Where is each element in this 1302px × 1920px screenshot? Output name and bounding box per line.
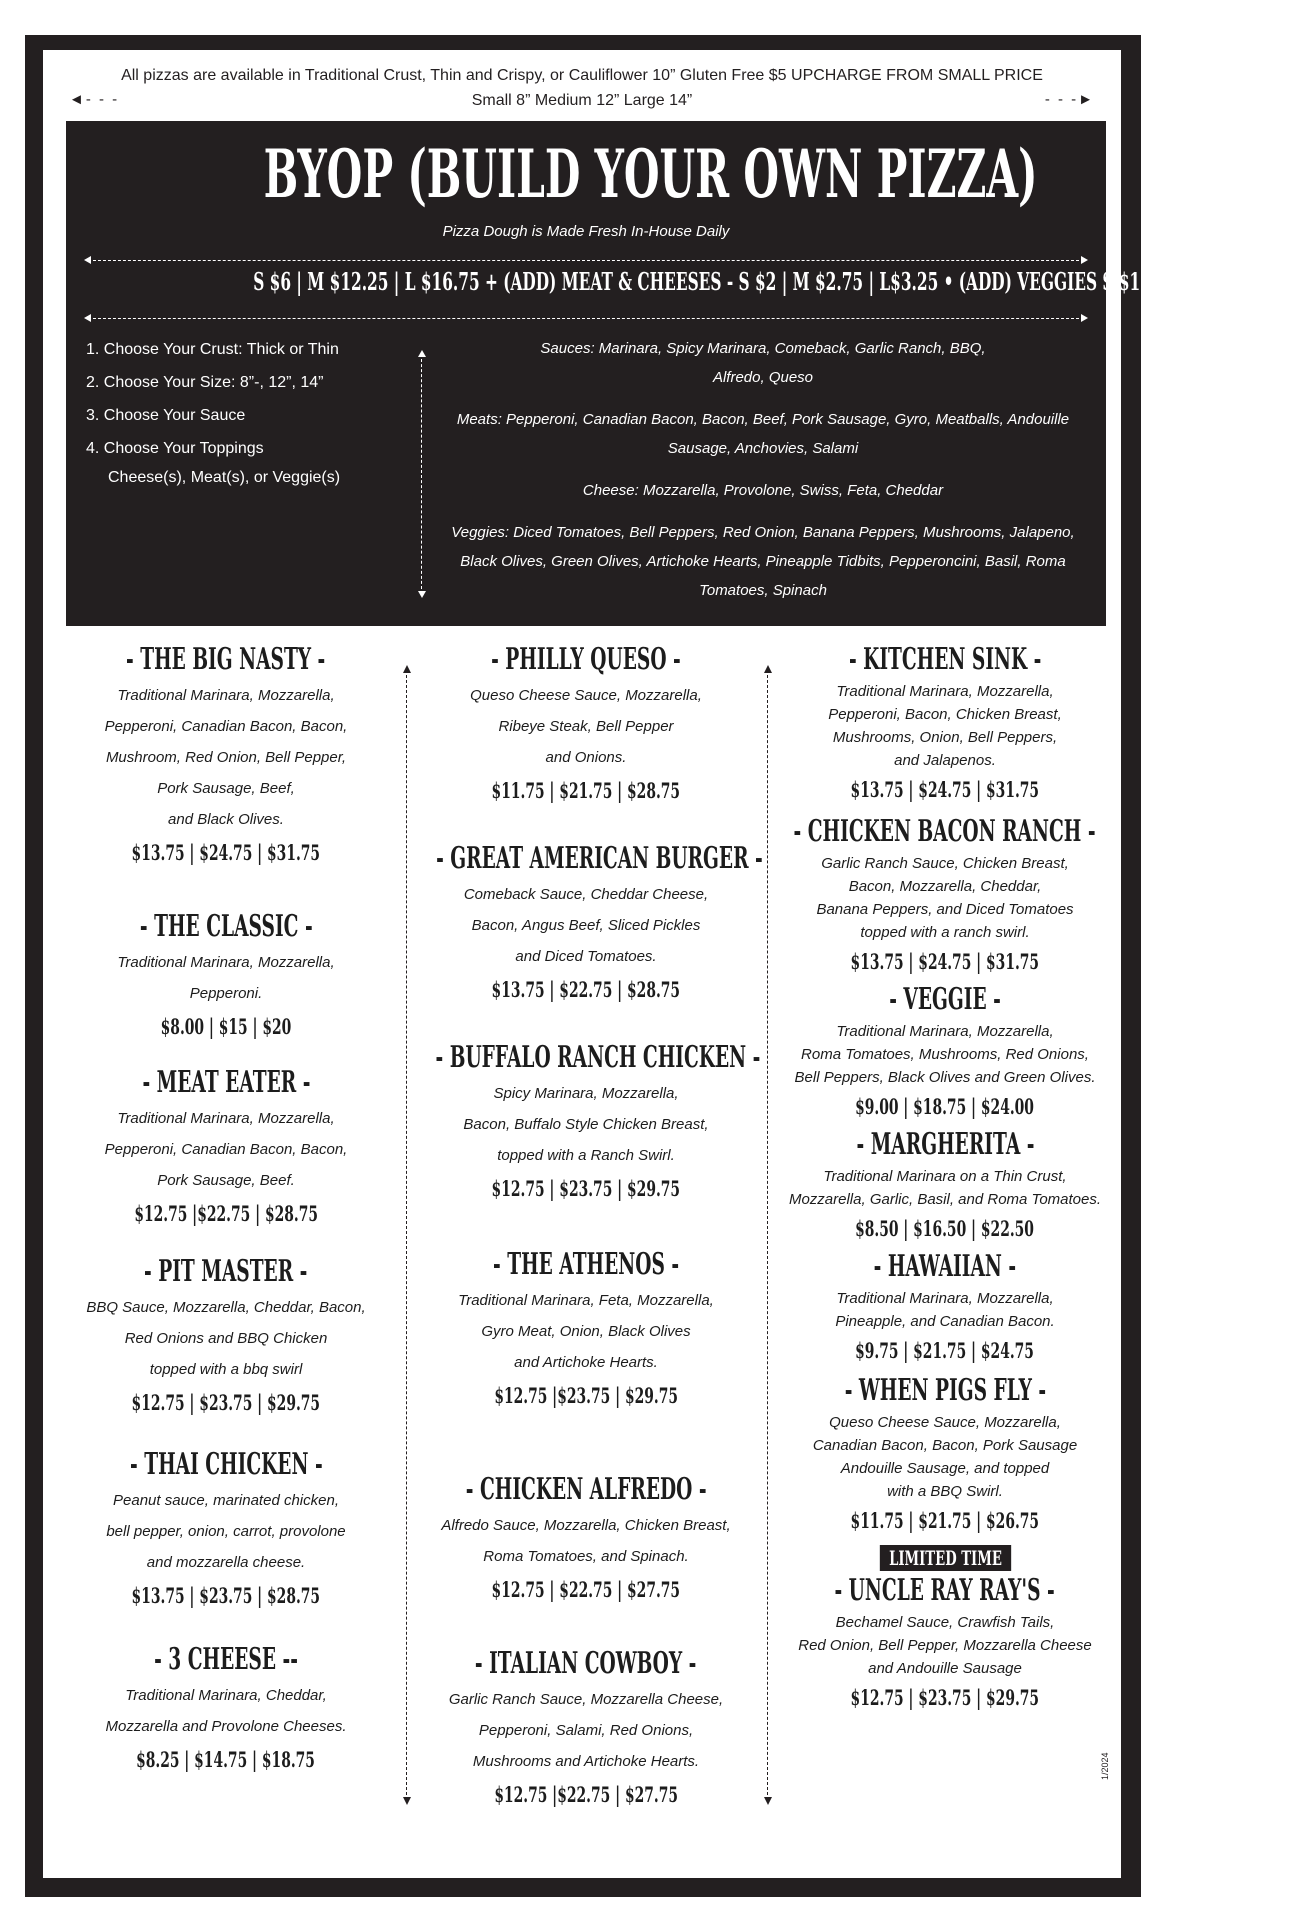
desc-line: Traditional Marinara, Feta, Mozzarella,: [458, 1292, 714, 1309]
pizza-description: [770, 1020, 1120, 1089]
desc-line: topped with a Ranch Swirl.: [497, 1147, 675, 1164]
desc-line: Traditional Marinara, Mozzarella,: [117, 954, 335, 971]
pizza-description: [416, 680, 756, 773]
pizza-price: $8.00 | $15 | $20: [160, 1014, 292, 1039]
vertical-double-arrow-icon: [406, 670, 407, 1800]
desc-line: Bacon, Mozzarella, Cheddar,: [848, 878, 1042, 895]
pizza-name: - BUFFALO RANCH CHICKEN -: [435, 1040, 761, 1075]
pizza-description: [56, 1680, 396, 1742]
cheese-list: Cheese: Mozzarella, Provolone, Swiss, Feta, Cheddar: [582, 482, 944, 499]
desc-line: bell pepper, onion, carrot, provolone: [106, 1523, 346, 1540]
menu-column-3: [770, 640, 1120, 1716]
crust-size-note: [43, 50, 1121, 120]
pizza-description: [770, 1411, 1120, 1503]
desc-line: Andouille Sausage, and topped: [840, 1460, 1050, 1477]
desc-line: and Andouille Sausage: [868, 1660, 1022, 1677]
pizza-price: $8.50 | $16.50 | $22.50: [855, 1216, 1035, 1241]
desc-line: Mushrooms, Onion, Bell Peppers,: [832, 729, 1058, 746]
desc-line: Gyro Meat, Onion, Black Olives: [481, 1323, 691, 1340]
pizza-description: [770, 1165, 1120, 1211]
desc-line: Roma Tomatoes, Mushrooms, Red Onions,: [801, 1046, 1089, 1063]
pizza-description: [770, 1287, 1120, 1333]
pizza-name: - THAI CHICKEN -: [129, 1447, 323, 1482]
desc-line: Pepperoni.: [189, 985, 263, 1002]
desc-line: Red Onion, Bell Pepper, Mozzarella Cheese: [798, 1637, 1092, 1654]
pizza-price: $13.75 | $24.75 | $31.75: [131, 840, 321, 865]
right-arrow-icon: - - -►: [1044, 91, 1095, 108]
pizza-description: [56, 1485, 396, 1578]
desc-line: Mushroom, Red Onion, Bell Pepper,: [105, 749, 347, 766]
byop-steps: [86, 333, 386, 491]
pizza-description: [416, 879, 756, 972]
pizza-item: [56, 640, 396, 871]
limited-time-badge: LIMITED TIME: [879, 1545, 1010, 1571]
pizza-description: [416, 1510, 756, 1572]
pizza-item: [416, 839, 763, 1008]
byop-title: BYOP (BUILD YOUR OWN PIZZA): [263, 135, 1038, 213]
desc-line: topped with a ranch swirl.: [860, 924, 1030, 941]
desc-line: Traditional Marinara, Mozzarella,: [117, 1110, 335, 1127]
pizza-name: - MARGHERITA -: [856, 1127, 1034, 1162]
pizza-price: $12.75 |$23.75 | $29.75: [494, 1383, 678, 1408]
pizza-name: - PHILLY QUESO -: [491, 642, 681, 677]
pizza-name: - HAWAIIAN -: [873, 1249, 1017, 1284]
pizza-name: - CHICKEN BACON RANCH -: [794, 814, 1096, 849]
pizza-item: [416, 1245, 756, 1414]
pizza-name: - WHEN PIGS FLY -: [844, 1373, 1046, 1408]
desc-line: Mushrooms and Artichoke Hearts.: [472, 1753, 700, 1770]
pizza-price: $13.75 | $24.75 | $31.75: [850, 949, 1040, 974]
desc-line: Pork Sausage, Beef.: [157, 1172, 295, 1189]
desc-line: Comeback Sauce, Cheddar Cheese,: [463, 886, 709, 903]
desc-line: and Artichoke Hearts.: [514, 1354, 658, 1371]
desc-line: and Diced Tomatoes.: [515, 948, 657, 965]
pizza-item: [416, 640, 756, 809]
desc-line: Traditional Marinara, Mozzarella,: [836, 1023, 1054, 1040]
desc-line: Alfredo Sauce, Mozzarella, Chicken Breast,: [441, 1517, 731, 1534]
pizza-item: [770, 812, 1120, 980]
desc-line: topped with a bbq swirl: [149, 1361, 303, 1378]
pizza-description: [770, 852, 1120, 944]
pizza-item: [56, 1640, 396, 1778]
pizza-price: $12.75 | $23.75 | $29.75: [131, 1390, 321, 1415]
desc-line: Pork Sausage, Beef,: [157, 780, 295, 797]
pizza-name: - THE CLASSIC -: [139, 909, 313, 944]
pizza-item: [770, 1371, 1120, 1539]
pizza-description: [416, 1078, 756, 1171]
pizza-name: - 3 CHEESE --: [154, 1642, 298, 1677]
desc-line: Mozzarella and Provolone Cheeses.: [105, 1718, 347, 1735]
vertical-double-arrow-icon: [767, 670, 768, 1800]
pizza-description: [56, 1103, 396, 1196]
pizza-item: [770, 980, 1120, 1125]
pizza-price: $13.75 | $23.75 | $28.75: [131, 1583, 321, 1608]
pizza-item: [770, 1125, 1120, 1247]
byop-subtitle: Pizza Dough is Made Fresh In-House Daily: [442, 223, 730, 240]
desc-line: and Onions.: [545, 749, 627, 766]
pizza-description: [416, 1684, 756, 1777]
double-arrow-icon: [88, 260, 1084, 261]
size-options-text: Small 8” Medium 12” Large 14”: [471, 92, 693, 109]
pizza-name: - THE BIG NASTY -: [126, 642, 326, 677]
desc-line: Pepperoni, Salami, Red Onions,: [478, 1722, 694, 1739]
pizza-item: [56, 1445, 396, 1614]
pizza-price: $13.75 | $22.75 | $28.75: [491, 977, 681, 1002]
desc-line: Pepperoni, Bacon, Chicken Breast,: [828, 706, 1062, 723]
menu-column-1: [56, 640, 396, 1778]
sauces-list: Sauces: Marinara, Spicy Marinara, Comeback, Garlic Ranch, BBQ, Alfredo, Queso: [540, 340, 986, 386]
desc-line: with a BBQ Swirl.: [887, 1483, 1003, 1500]
desc-line: Red Onions and BBQ Chicken: [124, 1330, 328, 1347]
desc-line: Roma Tomatoes, and Spinach.: [483, 1548, 689, 1565]
vertical-double-arrow-icon: [421, 354, 422, 594]
date-code: 1/2024: [1100, 1752, 1110, 1780]
desc-line: Banana Peppers, and Diced Tomatoes: [816, 901, 1074, 918]
pizza-name: - UNCLE RAY RAY'S -: [834, 1573, 1056, 1608]
desc-line: Queso Cheese Sauce, Mozzarella,: [470, 687, 702, 704]
pizza-price: $11.75 | $21.75 | $26.75: [850, 1508, 1040, 1533]
pizza-name: - PIT MASTER -: [144, 1254, 308, 1289]
pizza-name: - MEAT EATER -: [142, 1065, 310, 1100]
desc-line: Ribeye Steak, Bell Pepper: [498, 718, 674, 735]
pizza-price: $12.75 | $22.75 | $27.75: [491, 1577, 681, 1602]
desc-line: Queso Cheese Sauce, Mozzarella,: [829, 1414, 1061, 1431]
pizza-name: - KITCHEN SINK -: [848, 642, 1042, 677]
pizza-description: [56, 947, 396, 1009]
pizza-price: $12.75 |$22.75 | $27.75: [494, 1782, 678, 1807]
desc-line: Traditional Marinara, Cheddar,: [125, 1687, 327, 1704]
desc-line: Traditional Marinara, Mozzarella,: [836, 683, 1054, 700]
left-arrow-icon: ◄- - -: [69, 91, 120, 108]
pizza-description: [56, 1292, 396, 1385]
crust-options-text: All pizzas are available in Traditional Crust, Thin and Crispy, or Cauliflower 10” Gluten Free $5 UPCHARGE FROM SMALL PRICE: [121, 67, 1043, 84]
desc-line: and Black Olives.: [168, 811, 284, 828]
desc-line: Bacon, Buffalo Style Chicken Breast,: [463, 1116, 709, 1133]
desc-line: Bacon, Angus Beef, Sliced Pickles: [471, 917, 701, 934]
step-item: 3. Choose Your Sauce: [86, 407, 246, 424]
step-item: Cheese(s), Meat(s), or Veggie(s): [108, 469, 341, 486]
pizza-price: $11.75 | $21.75 | $28.75: [491, 778, 681, 803]
desc-line: and mozzarella cheese.: [146, 1554, 306, 1571]
pizza-item: [770, 1539, 1120, 1716]
desc-line: Traditional Marinara, Mozzarella,: [836, 1290, 1054, 1307]
desc-line: Garlic Ranch Sauce, Chicken Breast,: [821, 855, 1069, 872]
pizza-description: [770, 1611, 1120, 1680]
veggies-list: Veggies: Diced Tomatoes, Bell Peppers, Red Onion, Banana Peppers, Mushrooms, Jalapeno, Black Olives, Green Olives, Artichoke Hearts, Pineapple Tidbits, Pepperoncini, Basil, Roma Tomatoes, Spinach: [451, 524, 1075, 599]
desc-line: Traditional Marinara, Mozzarella,: [117, 687, 335, 704]
desc-line: Bechamel Sauce, Crawfish Tails,: [835, 1614, 1055, 1631]
pizza-price: $12.75 | $23.75 | $29.75: [850, 1685, 1040, 1710]
desc-line: Pepperoni, Canadian Bacon, Bacon,: [104, 1141, 348, 1158]
double-arrow-icon: [88, 318, 1084, 319]
pizza-price: $8.25 | $14.75 | $18.75: [136, 1747, 316, 1772]
byop-price-line: S $6 | M $12.25 | L $16.75 + (ADD) MEAT & CHEESES - S $2 | M $2.75 | L$3.25 • (ADD) VEGGIES S $1 | M $1.50 | L$1.75: [253, 267, 1302, 296]
step-item: 1. Choose Your Crust: Thick or Thin: [86, 341, 339, 358]
pizza-name: - THE ATHENOS -: [492, 1247, 680, 1282]
step-item: 4. Choose Your Toppings: [86, 440, 264, 457]
pizza-item: [56, 1063, 396, 1232]
pizza-name: - GREAT AMERICAN BURGER -: [436, 841, 763, 876]
pizza-price: $13.75 | $24.75 | $31.75: [850, 777, 1040, 802]
step-item: 2. Choose Your Size: 8”-, 12”, 14”: [86, 374, 324, 391]
pizza-item: [56, 907, 396, 1045]
desc-line: Mozzarella, Garlic, Basil, and Roma Tomatoes.: [788, 1191, 1102, 1208]
pizza-price: $12.75 |$22.75 | $28.75: [134, 1201, 318, 1226]
desc-line: Spicy Marinara, Mozzarella,: [493, 1085, 679, 1102]
pizza-description: [416, 1285, 756, 1378]
desc-line: BBQ Sauce, Mozzarella, Cheddar, Bacon,: [86, 1299, 366, 1316]
desc-line: Traditional Marinara on a Thin Crust,: [823, 1168, 1067, 1185]
pizza-price: $9.75 | $21.75 | $24.75: [855, 1338, 1035, 1363]
pizza-price: $12.75 | $23.75 | $29.75: [491, 1176, 681, 1201]
menu-column-2: [416, 640, 763, 1813]
pizza-name: - VEGGIE -: [889, 982, 1001, 1017]
pizza-name: - ITALIAN COWBOY -: [475, 1646, 697, 1681]
byop-panel: [66, 121, 1302, 626]
desc-line: Peanut sauce, marinated chicken,: [113, 1492, 339, 1509]
meats-list: Meats: Pepperoni, Canadian Bacon, Bacon, Beef, Pork Sausage, Gyro, Meatballs, Andouille Sausage, Anchovies, Salami: [456, 411, 1070, 457]
desc-line: Pineapple, and Canadian Bacon.: [835, 1313, 1055, 1330]
desc-line: Canadian Bacon, Bacon, Pork Sausage: [812, 1437, 1078, 1454]
desc-line: Pepperoni, Canadian Bacon, Bacon,: [104, 718, 348, 735]
pizza-description: [56, 680, 396, 835]
pizza-item: [416, 1644, 756, 1813]
ingredient-list: [438, 334, 1088, 618]
desc-line: and Jalapenos.: [894, 752, 996, 769]
desc-line: Bell Peppers, Black Olives and Green Olives.: [794, 1069, 1096, 1086]
pizza-price: $9.00 | $18.75 | $24.00: [855, 1094, 1035, 1119]
pizza-description: [770, 680, 1120, 772]
pizza-item: [770, 640, 1120, 808]
pizza-item: [770, 1247, 1120, 1369]
pizza-name: - CHICKEN ALFREDO -: [465, 1472, 707, 1507]
desc-line: Garlic Ranch Sauce, Mozzarella Cheese,: [448, 1691, 724, 1708]
pizza-item: [56, 1252, 396, 1421]
pizza-item: [416, 1470, 756, 1608]
pizza-item: [416, 1038, 761, 1207]
